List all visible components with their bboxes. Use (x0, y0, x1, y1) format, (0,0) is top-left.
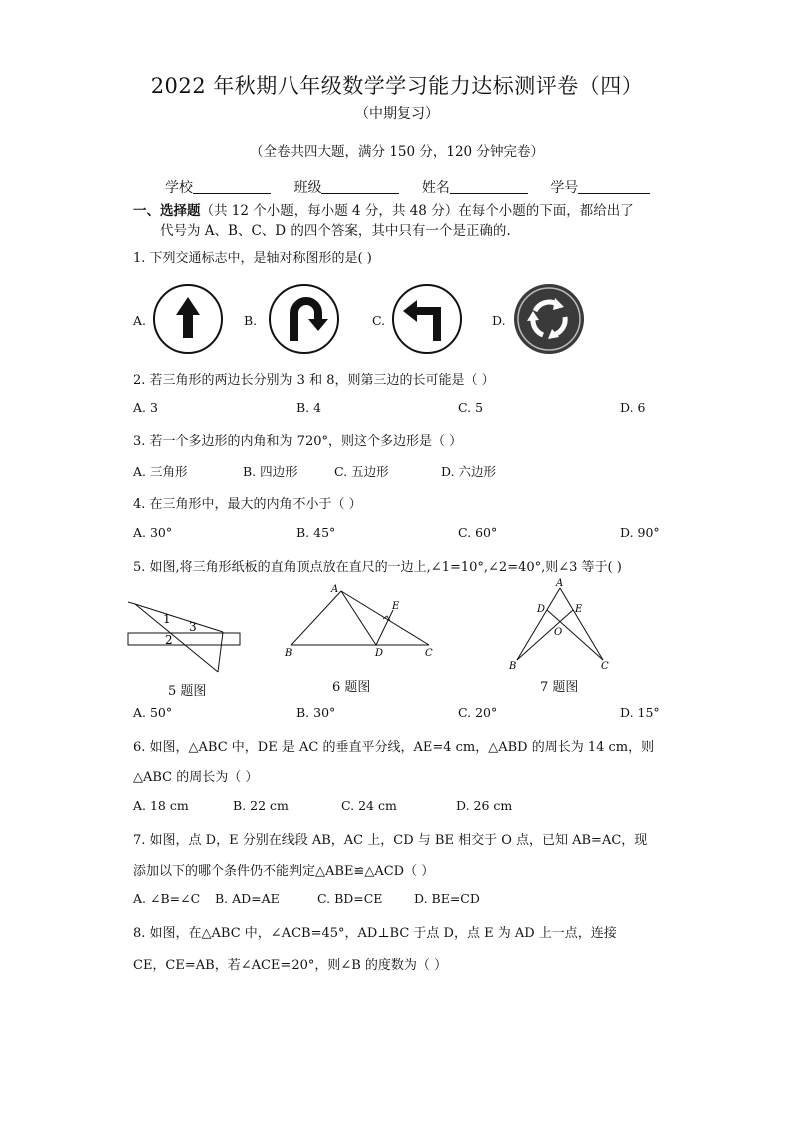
fig5-label-3: 3 (189, 620, 197, 634)
field-class[interactable]: 班级 (293, 180, 399, 196)
section-instructions: （共 12 个小题，每小题 4 分，共 48 分）在每个小题的下面，都给出了 (200, 203, 634, 219)
q1-option-b-label[interactable]: B. (244, 313, 258, 328)
fig6-label-e: E (392, 601, 400, 612)
figure-6-triangle (283, 583, 435, 663)
fig5-label-2: 2 (165, 633, 173, 647)
field-name[interactable]: 姓名 (422, 180, 528, 196)
q3-option-d[interactable]: D. 六边形 (441, 464, 497, 479)
q3-option-b[interactable]: B. 四边形 (243, 464, 298, 479)
q3-option-c[interactable]: C. 五边形 (334, 464, 389, 479)
q5-option-c[interactable]: C. 20° (458, 705, 498, 720)
exam-info: （全卷共四大题，满分 150 分，120 分钟完卷） (250, 144, 544, 160)
fig6-label-d: D (375, 648, 384, 659)
question-5-stem: 5. 如图,将三角形纸板的直角顶点放在直尺的一边上,∠1=10°,∠2=40°,则∠3 等于( ) (133, 560, 622, 575)
question-8-stem-line2: CE，CE=AB，若∠ACE=20°，则∠B 的度数为（ ） (133, 958, 448, 973)
q6-option-c[interactable]: C. 24 cm (341, 798, 397, 813)
q4-option-a[interactable]: A. 30° (133, 525, 173, 540)
q5-option-d[interactable]: D. 15° (620, 705, 660, 720)
q1-option-c-label[interactable]: C. (372, 313, 386, 328)
q6-option-a[interactable]: A. 18 cm (133, 798, 189, 813)
q7-option-b[interactable]: B. AD=AE (215, 891, 280, 906)
question-2-stem: 2. 若三角形的两边长分别为 3 和 8，则第三边的长可能是（ ） (133, 373, 495, 388)
q7-option-d[interactable]: D. BE=CD (414, 891, 480, 906)
question-6-stem-line2: △ABC 的周长为（ ） (133, 770, 259, 785)
figure-6-caption: 6 题图 (332, 680, 371, 695)
up-arrow-sign-icon[interactable] (152, 283, 224, 355)
q4-option-d[interactable]: D. 90° (620, 525, 660, 540)
fig7-label-e: E (575, 604, 583, 615)
page-subtitle: （中期复习） (355, 106, 439, 122)
u-turn-sign-icon[interactable] (268, 283, 340, 355)
q3-option-a[interactable]: A. 三角形 (133, 464, 188, 479)
fig7-label-d: D (537, 604, 546, 615)
q7-option-c[interactable]: C. BD=CE (317, 891, 383, 906)
q6-option-d[interactable]: D. 26 cm (456, 798, 513, 813)
figure-7-triangle (505, 576, 615, 674)
field-school[interactable]: 学校 (165, 180, 271, 196)
question-6-stem-line1: 6. 如图，△ABC 中，DE 是 AC 的垂直平分线，AE=4 cm，△ABD 的周长为 14 cm，则 (133, 740, 655, 755)
fig7-label-a: A (556, 578, 564, 589)
section-heading (133, 199, 634, 219)
q6-option-b[interactable]: B. 22 cm (233, 798, 289, 813)
figure-5-ruler-triangle (125, 596, 250, 676)
q5-option-b[interactable]: B. 30° (296, 705, 336, 720)
q1-option-d-label[interactable]: D. (492, 313, 506, 328)
question-3-stem: 3. 若一个多边形的内角和为 720°，则这个多边形是（ ） (133, 434, 463, 449)
q1-option-a-label[interactable]: A. (133, 313, 147, 328)
q4-option-b[interactable]: B. 45° (296, 525, 336, 540)
left-turn-sign-icon[interactable] (391, 283, 463, 355)
question-4-stem: 4. 在三角形中，最大的内角不小于（ ） (133, 497, 362, 512)
fig6-label-a: A (331, 584, 339, 595)
figure-5-caption: 5 题图 (168, 684, 207, 699)
fig6-label-c: C (425, 648, 433, 659)
fig7-label-o: O (554, 627, 563, 638)
q7-option-a[interactable]: A. ∠B=∠C (133, 891, 201, 906)
q4-option-c[interactable]: C. 60° (458, 525, 498, 540)
q2-option-c[interactable]: C. 5 (458, 400, 484, 415)
section-label: 一、选择题 (133, 203, 201, 219)
fig6-label-b: B (285, 648, 293, 659)
q2-option-d[interactable]: D. 6 (620, 400, 646, 415)
question-7-stem-line1: 7. 如图，点 D，E 分别在线段 AB，AC 上，CD 与 BE 相交于 O 点，已知 AB=AC，现 (133, 833, 648, 848)
fig5-label-1: 1 (163, 612, 171, 626)
question-1-stem: 1. 下列交通标志中，是轴对称图形的是( ) (133, 251, 372, 266)
fig7-label-c: C (601, 661, 609, 672)
roundabout-sign-icon[interactable] (513, 283, 585, 355)
figure-7-caption: 7 题图 (540, 680, 579, 695)
page-title: 2022 年秋期八年级数学学习能力达标测评卷（四） (150, 74, 644, 98)
section-instructions-line2: 代号为 A、B、C、D 的四个答案，其中只有一个是正确的. (160, 223, 511, 239)
question-7-stem-line2: 添加以下的哪个条件仍不能判定△ABE≌△ACD（ ） (133, 864, 435, 879)
q2-option-b[interactable]: B. 4 (296, 400, 322, 415)
question-8-stem-line1: 8. 如图，在△ABC 中，∠ACB=45°，AD⊥BC 于点 D，点 E 为 AD 上一点，连接 (133, 926, 617, 941)
q5-option-a[interactable]: A. 50° (133, 705, 173, 720)
fig7-label-b: B (509, 661, 517, 672)
field-id[interactable]: 学号 (550, 180, 650, 196)
student-info-fields (165, 177, 668, 197)
q2-option-a[interactable]: A. 3 (133, 400, 158, 415)
